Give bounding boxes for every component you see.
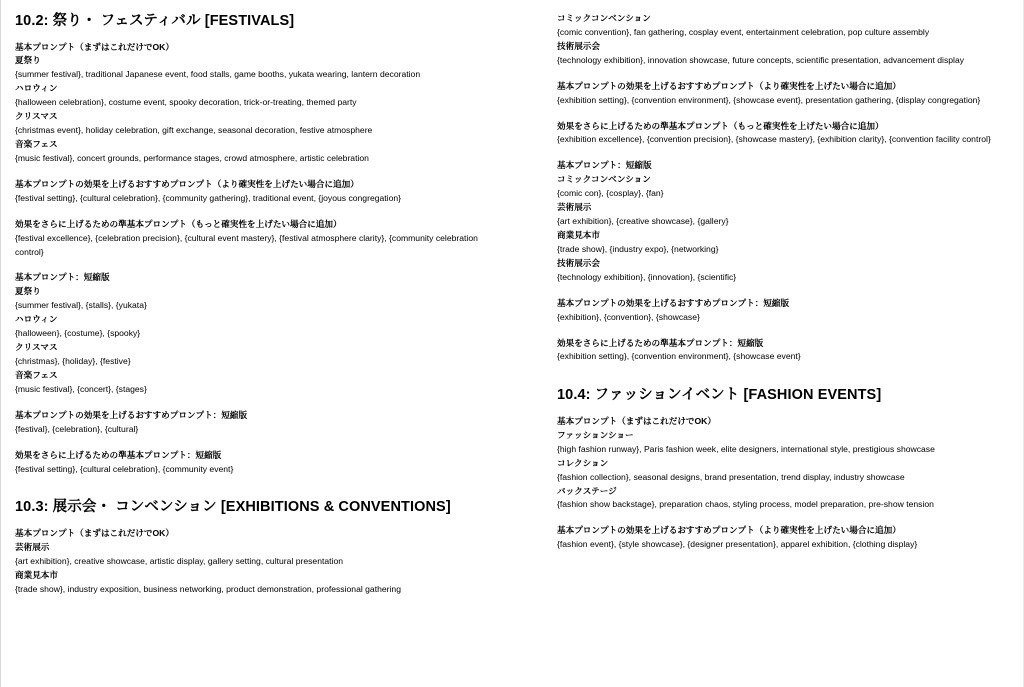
- document-section: [15, 12, 485, 476]
- prompt-group: [15, 41, 485, 166]
- section-heading: 10.3: 展示会・ コンベンション [EXHIBITIONS & CONVENTIONS]: [15, 499, 451, 516]
- document-section: [557, 12, 1011, 364]
- prompt-entry-value: {festival excellence}, {celebration precision}, {cultural event mastery}, {festival atmosphere clarity}, {community celebration control}: [15, 232, 478, 257]
- prompt-group-label: 効果をさらに上げるための準基本プロンプト：短縮版: [15, 449, 222, 460]
- prompt-group-label: 基本プロンプトの効果を上げるおすすめプロンプト（より確実性を上げたい場合に追加）: [557, 525, 901, 536]
- prompt-entry-name: ハロウィン: [15, 314, 58, 325]
- prompt-group: [557, 159, 1011, 284]
- prompt-group: [15, 271, 485, 396]
- prompt-entry-name: コミックコンベンション: [557, 13, 651, 23]
- prompt-entry-name: 夏祭り: [15, 286, 41, 297]
- prompt-group: [557, 12, 1011, 68]
- prompt-group-label: 基本プロンプト：短縮版: [15, 272, 110, 283]
- document-section: [15, 498, 485, 596]
- prompt-entry-value: {comic convention}, fan gathering, cosplay event, entertainment celebration, pop culture assembly: [557, 26, 930, 37]
- prompt-entry-value: {summer festival}, {stalls}, {yukata}: [15, 300, 147, 311]
- prompt-entry-name: 芸術展示: [557, 202, 592, 213]
- document-section: [557, 386, 1011, 552]
- prompt-entry-value: {festival setting}, {cultural celebration}, {community event}: [15, 463, 234, 474]
- prompt-entry-value: {music festival}, {concert}, {stages}: [15, 383, 147, 394]
- prompt-entry-value: {festival}, {celebration}, {cultural}: [15, 423, 139, 434]
- prompt-entry-name: 技術展示会: [557, 40, 600, 51]
- prompt-entry-value: {trade show}, {industry expo}, {networking}: [557, 243, 719, 254]
- prompt-entry-name: コミックコンベンション: [557, 174, 651, 185]
- prompt-entry-value: {exhibition}, {convention}, {showcase}: [557, 311, 700, 322]
- prompt-entry-name: 商業見本市: [15, 569, 58, 580]
- prompt-group-label: 基本プロンプト（まずはこれだけでOK）: [15, 41, 174, 52]
- prompt-entry-value: {fashion collection}, seasonal designs, brand presentation, trend display, industry showcase: [557, 471, 905, 482]
- prompt-entry-name: 夏祭り: [15, 55, 41, 66]
- prompt-entry-value: {exhibition setting}, {convention environment}, {showcase event}, presentation gathering, {display congregation}: [557, 94, 981, 105]
- prompt-group: [557, 415, 1011, 512]
- prompt-entry-value: {exhibition setting}, {convention environment}, {showcase event}: [557, 351, 801, 362]
- prompt-group: [15, 218, 485, 260]
- prompt-entry-value: {comic con}, {cosplay}, {fan}: [557, 188, 664, 199]
- prompt-entry-value: {christmas}, {holiday}, {festive}: [15, 356, 131, 366]
- prompt-group-label: 基本プロンプト（まずはこれだけでOK）: [557, 415, 716, 426]
- prompt-entry-name: バックステージ: [557, 485, 617, 496]
- prompt-group: [557, 80, 1011, 108]
- prompt-group-label: 効果をさらに上げるための準基本プロンプト：短縮版: [557, 337, 764, 348]
- prompt-group: [557, 337, 1011, 365]
- prompt-group: [557, 120, 1011, 148]
- prompt-entry-value: {summer festival}, traditional Japanese event, food stalls, game booths, yukata wearing, lantern decoration: [15, 69, 421, 80]
- prompt-entry-name: ハロウィン: [15, 83, 58, 94]
- prompt-entry-name: 芸術展示: [15, 541, 50, 552]
- prompt-entry-name: クリスマス: [15, 111, 58, 122]
- prompt-group: [15, 527, 485, 597]
- prompt-group: [15, 409, 485, 437]
- prompt-entry-value: {fashion event}, {style showcase}, {designer presentation}, apparel exhibition, {clothing display}: [557, 539, 918, 550]
- right-column: [513, 12, 1024, 687]
- prompt-entry-value: {festival setting}, {cultural celebration}, {community gathering}, traditional event, {joyous congregation}: [15, 192, 402, 203]
- prompt-entry-value: {christmas event}, holiday celebration, gift exchange, seasonal decoration, festive atmosphere: [15, 125, 373, 136]
- section-heading: 10.4: ファッションイベント [FASHION EVENTS]: [557, 387, 882, 404]
- prompt-entry-name: 音楽フェス: [15, 369, 58, 380]
- prompt-group-label: 効果をさらに上げるための準基本プロンプト（もっと確実性を上げたい場合に追加）: [557, 120, 884, 131]
- prompt-group-label: 基本プロンプトの効果を上げるおすすめプロンプト：短縮版: [557, 297, 790, 308]
- prompt-entry-value: {halloween}, {costume}, {spooky}: [15, 328, 141, 339]
- prompt-entry-value: {halloween celebration}, costume event, spooky decoration, trick-or-treating, themed party: [15, 97, 357, 108]
- prompt-entry-value: {fashion show backstage}, preparation chaos, styling process, model preparation, pre-show tension: [557, 499, 934, 510]
- section-heading: 10.2: 祭り・ フェスティバル [FESTIVALS]: [15, 13, 295, 29]
- prompt-group-label: 効果をさらに上げるための準基本プロンプト（もっと確実性を上げたい場合に追加）: [15, 218, 342, 229]
- prompt-group: [557, 524, 1011, 552]
- prompt-entry-name: 技術展示会: [557, 257, 600, 268]
- page-content: [1, 0, 1024, 687]
- prompt-entry-value: {art exhibition}, {creative showcase}, {gallery}: [557, 216, 729, 227]
- prompt-entry-name: ファッションショー: [557, 429, 634, 440]
- prompt-entry-name: クリスマス: [15, 342, 58, 353]
- prompt-entry-name: 音楽フェス: [15, 139, 58, 150]
- prompt-group: [557, 297, 1011, 325]
- left-column: [1, 12, 513, 687]
- prompt-entry-value: {technology exhibition}, {innovation}, {scientific}: [557, 271, 737, 282]
- prompt-group-label: 基本プロンプトの効果を上げるおすすめプロンプト（より確実性を上げたい場合に追加）: [557, 80, 901, 91]
- prompt-group-label: 基本プロンプト（まずはこれだけでOK）: [15, 528, 174, 539]
- prompt-entry-name: 商業見本市: [557, 229, 600, 240]
- prompt-entry-value: {music festival}, concert grounds, performance stages, crowd atmosphere, artistic celebration: [15, 152, 369, 163]
- prompt-entry-value: {high fashion runway}, Paris fashion week, elite designers, international style, prestigious showcase: [557, 443, 935, 454]
- prompt-group-label: 基本プロンプト：短縮版: [557, 160, 652, 171]
- prompt-group-label: 基本プロンプトの効果を上げるおすすめプロンプト：短縮版: [15, 409, 248, 420]
- prompt-entry-value: {trade show}, industry exposition, business networking, product demonstration, professional gathering: [15, 583, 401, 594]
- prompt-group: [15, 178, 485, 206]
- prompt-entry-name: コレクション: [557, 457, 609, 468]
- prompt-entry-value: {exhibition excellence}, {convention precision}, {showcase mastery}, {exhibition clarity}, {convention facility control}: [557, 134, 991, 145]
- prompt-group: [15, 449, 485, 477]
- prompt-group-label: 基本プロンプトの効果を上げるおすすめプロンプト（より確実性を上げたい場合に追加）: [15, 178, 359, 189]
- prompt-entry-value: {art exhibition}, creative showcase, artistic display, gallery setting, cultural presentation: [15, 555, 344, 566]
- prompt-entry-value: {technology exhibition}, innovation showcase, future concepts, scientific presentation, advancement display: [557, 54, 965, 65]
